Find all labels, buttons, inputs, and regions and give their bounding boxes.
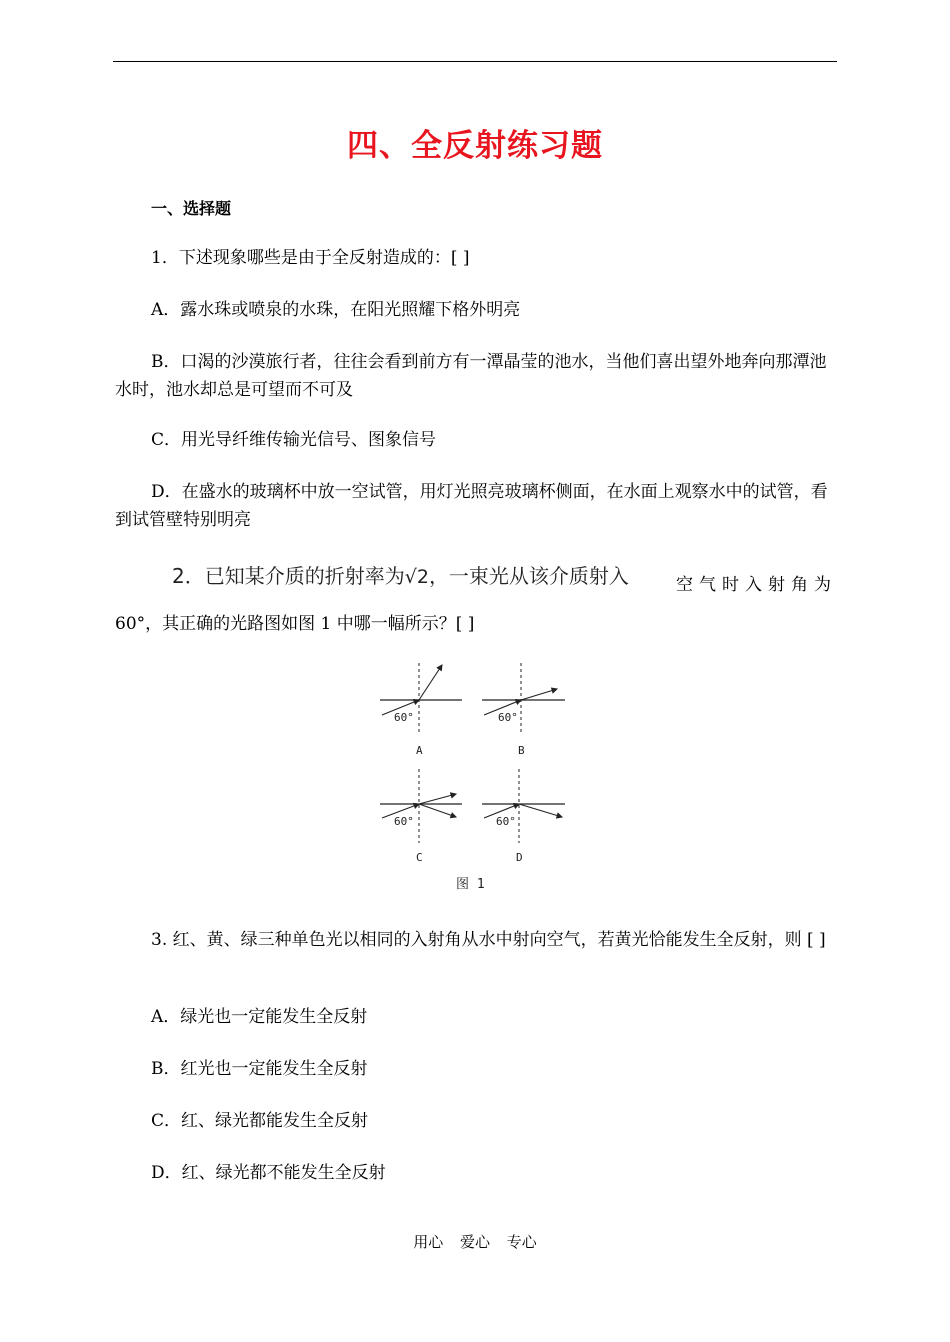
q1-stem: 1．下述现象哪些是由于全反射造成的：[ ] bbox=[151, 248, 470, 268]
q2-stem-prefix: 2．已知某介质的折射率为 bbox=[172, 564, 405, 588]
angle-label-c: 60° bbox=[394, 815, 414, 828]
q2-stem-line2: 60°，其正确的光路图如图 1 中哪一幅所示？[ ] bbox=[115, 614, 475, 634]
panel-label-d: D bbox=[516, 851, 523, 864]
page-footer: 用心 爱心 专心 bbox=[413, 1233, 537, 1251]
panel-label-b: B bbox=[518, 744, 525, 757]
panel-label-a: A bbox=[416, 744, 423, 757]
q1-option-c: C．用光导纤维传输光信号、图象信号 bbox=[151, 430, 437, 450]
q3-option-d: D．红、绿光都不能发生全反射 bbox=[151, 1163, 386, 1183]
q2-stem-suffix: ，一束光从该介质射入 bbox=[428, 564, 629, 588]
header-rule bbox=[113, 61, 837, 62]
figure-1 bbox=[372, 657, 572, 897]
panel-a bbox=[380, 663, 462, 757]
q1-option-d: D．在盛水的玻璃杯中放一空试管，用灯光照亮玻璃杯侧面，在水面上观察水中的试管，看到试管壁特别明亮 bbox=[115, 482, 828, 530]
q3-stem: 3. 红、黄、绿三种单色光以相同的入射角从水中射向空气，若黄光恰能发生全反射，则 [ ] bbox=[151, 930, 826, 950]
q2-stem-image-text bbox=[172, 560, 629, 589]
q1-option-a: A．露水珠或喷泉的水珠，在阳光照耀下格外明亮 bbox=[151, 300, 521, 320]
panel-b bbox=[482, 663, 565, 757]
page-title: 四、全反射练习题 bbox=[347, 128, 603, 164]
angle-label-a: 60° bbox=[394, 711, 414, 724]
panel-label-c: C bbox=[416, 851, 423, 864]
panel-c bbox=[380, 769, 462, 864]
q3-option-a: A．绿光也一定能发生全反射 bbox=[151, 1007, 368, 1027]
figure-caption: 图 1 bbox=[456, 877, 485, 892]
q2-stem-continuation: 空气时入射角为 bbox=[676, 575, 837, 595]
angle-label-b: 60° bbox=[498, 711, 518, 724]
angle-label-d: 60° bbox=[496, 815, 516, 828]
q3-option-c: C．红、绿光都能发生全反射 bbox=[151, 1111, 369, 1131]
q3-option-b: B．红光也一定能发生全反射 bbox=[151, 1059, 368, 1079]
q1-option-b: B．口渴的沙漠旅行者，往往会看到前方有一潭晶莹的池水，当他们喜出望外地奔向那潭池水时，池水却总是可望而不可及 bbox=[115, 352, 827, 400]
panel-d bbox=[482, 769, 565, 864]
section-heading: 一、选择题 bbox=[151, 199, 232, 218]
sqrt2: √2 bbox=[404, 566, 429, 588]
